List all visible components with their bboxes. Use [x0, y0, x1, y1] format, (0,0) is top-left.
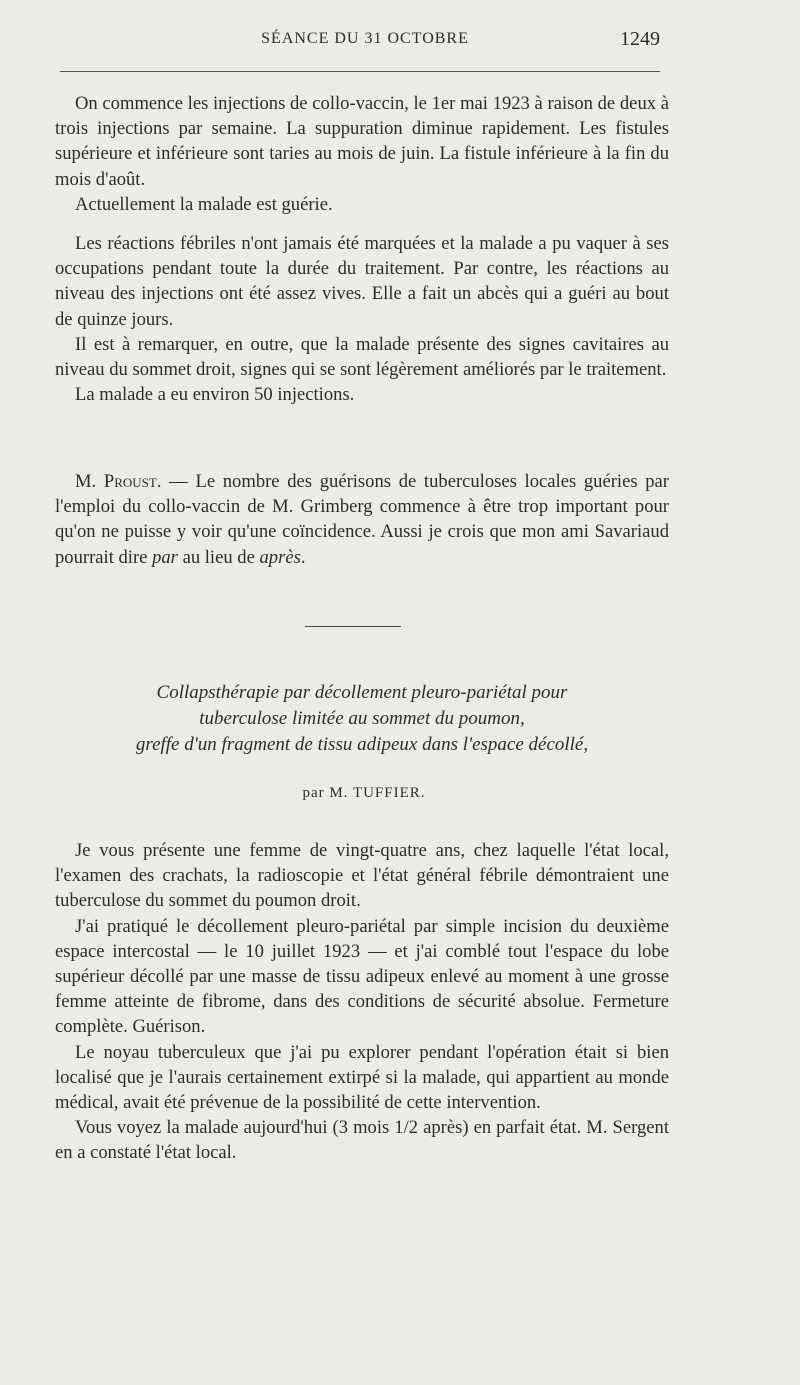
- paragraph: [55, 469, 669, 570]
- speaker-name: M. Proust.: [75, 471, 162, 492]
- paragraph: Les réactions fébriles n'ont jamais été marquées et la malade a pu vaquer à ses occupations pendant toute la durée du traitement. Par contre, les réactions au niveau des injections ont été assez vives. Elle a fait un abcès qui a guéri au bout de quinze jours.: [55, 233, 669, 330]
- paragraph: Vous voyez la malade aujourd'hui (3 mois 1/2 après) en parfait état. M. Sergent en a constaté l'état local.: [55, 1117, 669, 1164]
- paragraph: La malade a eu environ 50 injections.: [75, 384, 355, 406]
- paragraph: Il est à remarquer, en outre, que la malade présente des signes cavitaires au niveau du sommet droit, signes qui se sont légèrement améliorés par le traitement.: [55, 333, 669, 381]
- paragraph: Le noyau tuberculeux que j'ai pu explorer pendant l'opération était si bien localisé que je l'aurais certainement extirpé si la malade, qui appartient au monde médical, avait été prévenue de la possibilité de cette intervention.: [55, 1041, 669, 1114]
- section-2: [55, 469, 669, 570]
- header-rule: [60, 71, 660, 72]
- running-header: [60, 30, 670, 48]
- paragraph: Je vous présente une femme de vingt-quatre ans, chez laquelle l'état local, l'examen des crachats, la radioscopie et l'état général fébrile démontraient une tuberculose du sommet du poumon droit.: [55, 840, 669, 912]
- title-line: tuberculose limitée au sommet du poumon,: [199, 708, 525, 729]
- page-number: 1249: [620, 28, 660, 50]
- author-line: par M. TUFFIER.: [302, 785, 426, 801]
- text-run: au lieu de: [177, 546, 260, 568]
- paragraph: J'ai pratiqué le décollement pleuro-pariétal par simple incision du deuxième espace intercostal — le 10 juillet 1923 — et j'ai comblé tout l'espace du lobe supérieur décollé par une masse de tissu adipeux enlevé au moment à une grosse femme atteinte de fibrome, dans des conditions de sécurité absolue. Fermeture complète. Guérison.: [55, 915, 669, 1038]
- title-line: greffe d'un fragment de tissu adipeux dans l'espace décollé,: [135, 734, 589, 755]
- text-run: — Le nombre des guérisons de tuberculoses locales guéries par l'emploi du collo-vaccin de M. Grimberg commence à être trop important pour qu'on ne puisse y voir qu'une coïncidence. Aussi je crois que mon ami Savariaud pourrait dire: [55, 471, 670, 568]
- running-title: SÉANCE DU 31 OCTOBRE: [261, 30, 469, 47]
- text-run: .: [300, 546, 306, 568]
- italic-word: par: [152, 546, 178, 568]
- paragraph: On commence les injections de collo-vaccin, le 1er mai 1923 à raison de deux à trois injections par semaine. La suppuration diminue rapidement. Les fistules supérieure et inférieure sont taries au mois de juin. La fistule inférieure à la fin du mois d'août.: [55, 93, 669, 190]
- article-body: [55, 838, 669, 1166]
- title-line: Collapsthérapie par décollement pleuro-pariétal pour: [156, 682, 568, 703]
- italic-word: après: [259, 546, 301, 568]
- section-separator: [305, 626, 401, 627]
- section-1: [55, 91, 669, 407]
- paragraph: Actuellement la malade est guérie.: [75, 193, 333, 215]
- article-title: [55, 680, 669, 758]
